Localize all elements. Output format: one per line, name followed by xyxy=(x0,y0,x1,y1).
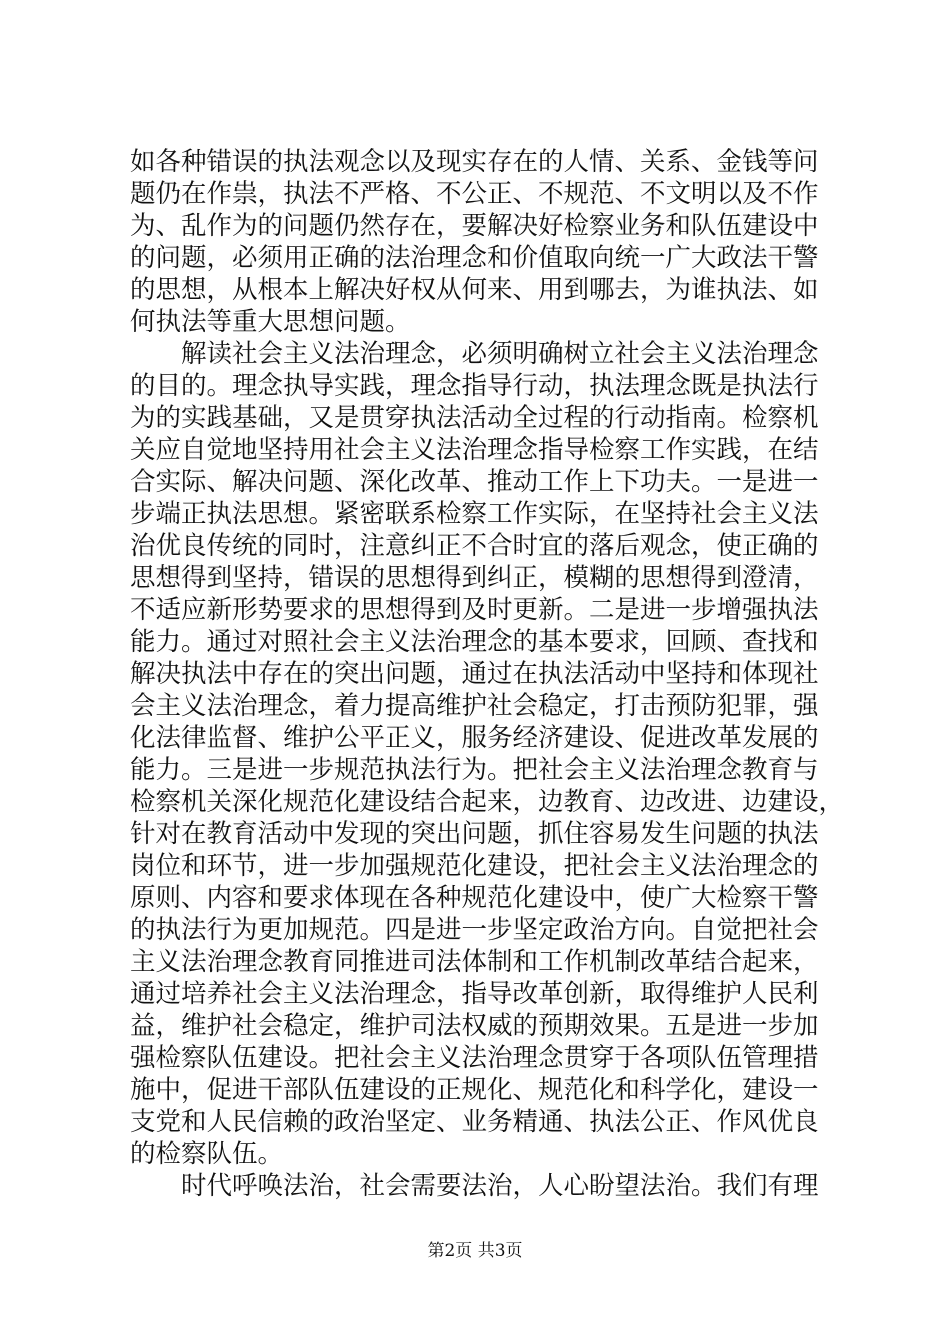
text-line: 的思想，从根本上解决好权从何来、用到哪去，为谁执法、如 xyxy=(130,275,819,305)
text-line: 针对在教育活动中发现的突出问题，抓住容易发生问题的执法 xyxy=(130,819,819,849)
text-line: 治优良传统的同时，注意纠正不合时宜的落后观念，使正确的 xyxy=(130,531,819,561)
text-line: 的检察队伍。 xyxy=(130,1139,284,1169)
text-line: 解决执法中存在的突出问题，通过在执法活动中坚持和体现社 xyxy=(130,659,819,689)
text-line: 的问题，必须用正确的法治理念和价值取向统一广大政法干警 xyxy=(130,243,819,273)
body-text xyxy=(130,146,845,1202)
text-line: 题仍在作祟，执法不严格、不公正、不规范、不文明以及不作 xyxy=(130,179,819,209)
text-line: 不适应新形势要求的思想得到及时更新。二是进一步增强执法 xyxy=(130,595,819,625)
text-line: 解读社会主义法治理念，必须明确树立社会主义法治理念 xyxy=(130,339,819,369)
text-line: 强检察队伍建设。把社会主义法治理念贯穿于各项队伍管理措 xyxy=(130,1043,819,1073)
text-line: 能力。通过对照社会主义法治理念的基本要求，回顾、查找和 xyxy=(130,627,819,657)
text-line: 主义法治理念教育同推进司法体制和工作机制改革结合起来， xyxy=(130,947,819,977)
text-line: 通过培养社会主义法治理念，指导改革创新，取得维护人民利 xyxy=(130,979,819,1009)
text-line: 关应自觉地坚持用社会主义法治理念指导检察工作实践，在结 xyxy=(130,435,819,465)
text-line: 会主义法治理念，着力提高维护社会稳定，打击预防犯罪，强 xyxy=(130,691,819,721)
text-line: 时代呼唤法治，社会需要法治，人心盼望法治。我们有理 xyxy=(130,1171,819,1201)
text-line: 为、乱作为的问题仍然存在，要解决好检察业务和队伍建设中 xyxy=(130,211,819,241)
text-line: 检察机关深化规范化建设结合起来，边教育、边改进、边建设， xyxy=(130,787,845,817)
text-line: 支党和人民信赖的政治坚定、业务精通、执法公正、作风优良 xyxy=(130,1107,819,1137)
text-line: 为的实践基础，又是贯穿执法活动全过程的行动指南。检察机 xyxy=(130,403,819,433)
text-line: 何执法等重大思想问题。 xyxy=(130,307,411,337)
text-line: 能力。三是进一步规范执法行为。把社会主义法治理念教育与 xyxy=(130,755,819,785)
text-line: 化法律监督、维护公平正义，服务经济建设、促进改革发展的 xyxy=(130,723,819,753)
text-line: 施中，促进干部队伍建设的正规化、规范化和科学化，建设一 xyxy=(130,1075,819,1105)
text-line: 原则、内容和要求体现在各种规范化建设中，使广大检察干警 xyxy=(130,883,819,913)
text-line: 岗位和环节，进一步加强规范化建设，把社会主义法治理念的 xyxy=(130,851,819,881)
text-line: 合实际、解决问题、深化改革、推动工作上下功夫。一是进一 xyxy=(130,467,819,497)
page-footer: 第2页 共3页 xyxy=(427,1241,523,1261)
text-line: 的目的。理念执导实践，理念指导行动，执法理念既是执法行 xyxy=(130,371,819,401)
text-line: 的执法行为更加规范。四是进一步坚定政治方向。自觉把社会 xyxy=(130,915,819,945)
text-line: 思想得到坚持，错误的思想得到纠正，模糊的思想得到澄清， xyxy=(130,563,819,593)
text-line: 如各种错误的执法观念以及现实存在的人情、关系、金钱等问 xyxy=(130,147,819,177)
text-line: 步端正执法思想。紧密联系检察工作实际，在坚持社会主义法 xyxy=(130,499,819,529)
text-line: 益，维护社会稳定，维护司法权威的预期效果。五是进一步加 xyxy=(130,1011,819,1041)
